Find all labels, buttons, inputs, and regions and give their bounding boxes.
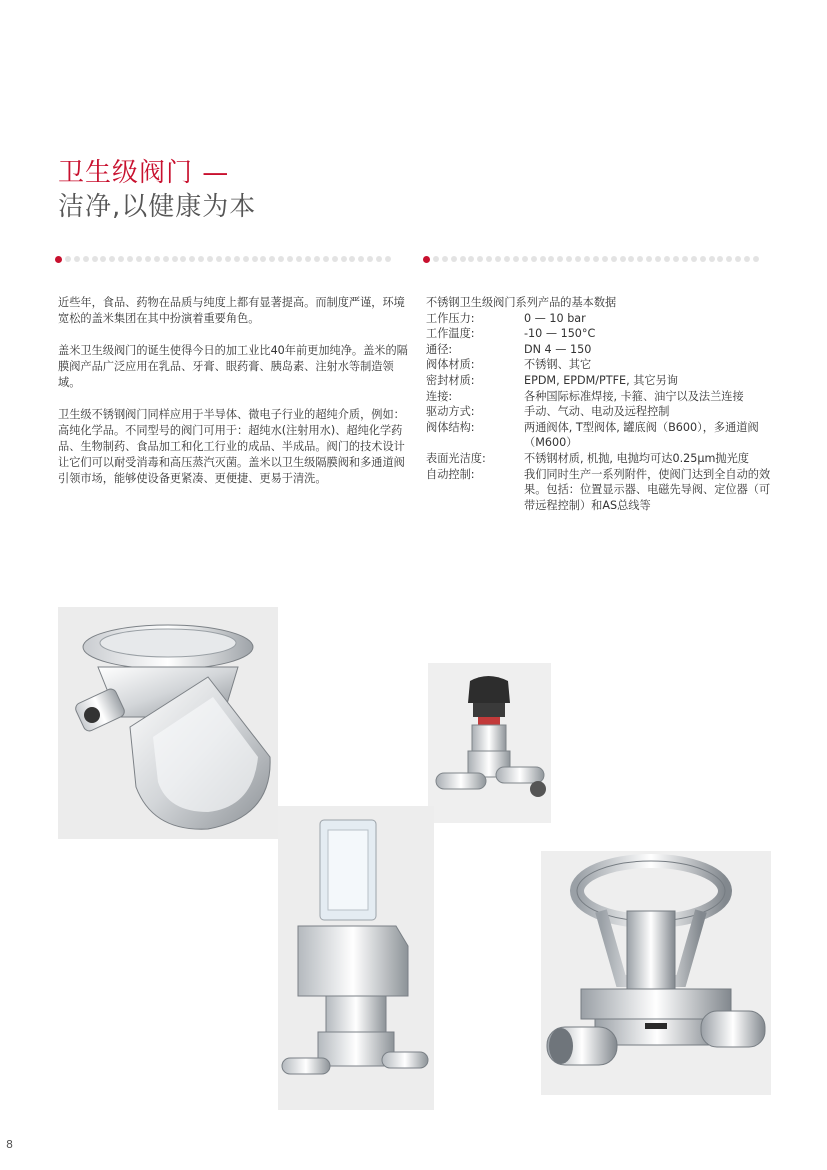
divider-dot <box>376 256 382 262</box>
divider-dot <box>287 256 293 262</box>
pneumatic-valve-photo <box>278 806 434 1110</box>
divider-dot <box>296 256 302 262</box>
spec-value: 0 — 10 bar <box>524 311 586 325</box>
divider-dot <box>83 256 89 262</box>
spec-row <box>426 420 778 451</box>
divider-accent-dot <box>423 256 430 263</box>
specs-section <box>426 295 778 513</box>
divider-dot <box>278 256 284 262</box>
divider-dot <box>548 256 554 262</box>
spec-label: 工作压力: <box>426 311 475 325</box>
intro-paragraph-3: 卫生级不锈钢阀门同样应用于半导体、微电子行业的超纯介质，例如：高纯化学品。不同型号的阀门可用于：超纯水(注射用水)、超纯化学药品、生物制药、食品加工和化工行业的成品、半成品。阀门的技术设计让它们可以耐受消毒和高压蒸汽灭菌。盖米以卫生级隔膜阀和多通道阀引领市场，能够使设备更紧凑、更便捷、更易于清洗。 <box>58 408 405 485</box>
spec-row <box>426 404 778 420</box>
divider-dot <box>735 256 741 262</box>
spec-label: 表面光洁度: <box>426 451 486 465</box>
divider-dot <box>92 256 98 262</box>
spec-value: 不锈钢、其它 <box>524 358 592 372</box>
divider-dot <box>620 256 626 262</box>
divider-dot <box>664 256 670 262</box>
spec-label: 通径: <box>426 342 453 356</box>
spec-value: 手动、气动、电动及远程控制 <box>524 405 670 419</box>
divider-dot <box>682 256 688 262</box>
spec-label: 阀体结构: <box>426 420 475 434</box>
divider-dot <box>566 256 572 262</box>
divider-dot <box>468 256 474 262</box>
manual-diaphragm-valve-photo <box>428 663 551 823</box>
spec-value: 各种国际标准焊接, 卡箍、油宁以及法兰连接 <box>524 389 744 403</box>
divider-dot <box>486 256 492 262</box>
intro-paragraph-2: 盖米卫生级阀门的诞生使得今日的加工业比40年前更加纯净。盖米的隔膜阀产品广泛应用在乳品、牙膏、眼药膏、胰岛素、注射水等制造领域。 <box>58 344 408 389</box>
divider-dot <box>341 256 347 262</box>
divider-dot <box>628 256 634 262</box>
divider-dot <box>207 256 213 262</box>
divider-dot <box>477 256 483 262</box>
spec-label: 密封材质: <box>426 373 475 387</box>
divider-dot <box>243 256 249 262</box>
spec-value: -10 — 150°C <box>524 327 596 341</box>
specs-title: 不锈钢卫生级阀门系列产品的基本数据 <box>426 296 617 309</box>
divider-dot <box>709 256 715 262</box>
handwheel-diaphragm-valve-image <box>541 851 771 1095</box>
spec-value: 不锈钢材质, 机抛, 电抛均可达0.25μm抛光度 <box>524 451 749 465</box>
divider-dot <box>349 256 355 262</box>
divider-dot <box>433 256 439 262</box>
spec-row <box>426 467 778 514</box>
spec-label: 自动控制: <box>426 467 475 481</box>
spec-value: 我们同时生产一系列附件，使阀门达到全自动的效果。包括：位置显示器、电磁先导阀、定位器（可带远程控制）和AS总线等 <box>524 467 771 512</box>
divider-dot <box>442 256 448 262</box>
divider-dot <box>495 256 501 262</box>
divider-dot <box>163 256 169 262</box>
divider-dot <box>557 256 563 262</box>
intro-text <box>58 295 408 503</box>
dotted-divider-right <box>423 255 759 263</box>
divider-dot <box>637 256 643 262</box>
spec-row <box>426 357 778 373</box>
divider-dot <box>504 256 510 262</box>
divider-dot <box>602 256 608 262</box>
divider-dot <box>358 256 364 262</box>
divider-dot <box>744 256 750 262</box>
divider-dot <box>189 256 195 262</box>
divider-dot <box>109 256 115 262</box>
tank-bottom-valve-photo <box>58 607 278 839</box>
divider-dot <box>180 256 186 262</box>
spec-row <box>426 326 778 342</box>
pneumatic-valve-image <box>278 806 434 1110</box>
spec-row <box>426 342 778 358</box>
divider-dot <box>646 256 652 262</box>
divider-dot <box>65 256 71 262</box>
divider-dot <box>323 256 329 262</box>
divider-dot <box>225 256 231 262</box>
page-title: 卫生级阀门 — <box>58 158 230 188</box>
divider-dot <box>100 256 106 262</box>
divider-dot <box>367 256 373 262</box>
divider-dot <box>118 256 124 262</box>
divider-dot <box>691 256 697 262</box>
divider-dot <box>145 256 151 262</box>
page-number: 8 <box>6 1138 13 1151</box>
handwheel-diaphragm-valve-photo <box>541 851 771 1095</box>
manual-diaphragm-valve-image <box>428 663 551 823</box>
divider-dot <box>234 256 240 262</box>
intro-paragraph-1: 近些年，食品、药物在品质与纯度上都有显著提高。而制度严谨，环境宽松的盖米集团在其中扮演着重要角色。 <box>58 296 405 325</box>
divider-dot <box>700 256 706 262</box>
tank-bottom-valve-image <box>58 607 278 839</box>
page-subtitle: 洁净,以健康为本 <box>58 192 257 222</box>
divider-dot <box>540 256 546 262</box>
dotted-divider-left <box>55 255 391 263</box>
divider-dot <box>260 256 266 262</box>
divider-dot <box>332 256 338 262</box>
divider-dot <box>198 256 204 262</box>
divider-dot <box>531 256 537 262</box>
divider-dot <box>522 256 528 262</box>
spec-label: 阀体材质: <box>426 358 475 372</box>
divider-dot <box>172 256 178 262</box>
divider-dot <box>726 256 732 262</box>
spec-value: DN 4 — 150 <box>524 342 592 356</box>
spec-row <box>426 451 778 467</box>
divider-dot <box>717 256 723 262</box>
spec-label: 连接: <box>426 389 453 403</box>
divider-dot <box>269 256 275 262</box>
divider-dot <box>74 256 80 262</box>
divider-dot <box>314 256 320 262</box>
divider-accent-dot <box>55 256 62 263</box>
divider-dot <box>305 256 311 262</box>
divider-dot <box>611 256 617 262</box>
spec-value: EPDM, EPDM/PTFE, 其它另询 <box>524 373 678 387</box>
divider-dot <box>593 256 599 262</box>
divider-dot <box>513 256 519 262</box>
spec-label: 工作温度: <box>426 327 475 341</box>
divider-dot <box>385 256 391 262</box>
divider-dot <box>127 256 133 262</box>
spec-row <box>426 389 778 405</box>
spec-label: 驱动方式: <box>426 405 475 419</box>
divider-dot <box>584 256 590 262</box>
spec-value: 两通阀体, T型阀体, 罐底阀（B600），多通道阀（M600） <box>524 420 759 450</box>
divider-dot <box>451 256 457 262</box>
divider-dot <box>575 256 581 262</box>
divider-dot <box>154 256 160 262</box>
spec-row <box>426 373 778 389</box>
divider-dot <box>216 256 222 262</box>
divider-dot <box>655 256 661 262</box>
divider-dot <box>136 256 142 262</box>
divider-dot <box>673 256 679 262</box>
divider-dot <box>460 256 466 262</box>
divider-dot <box>252 256 258 262</box>
spec-row <box>426 311 778 327</box>
divider-dot <box>753 256 759 262</box>
